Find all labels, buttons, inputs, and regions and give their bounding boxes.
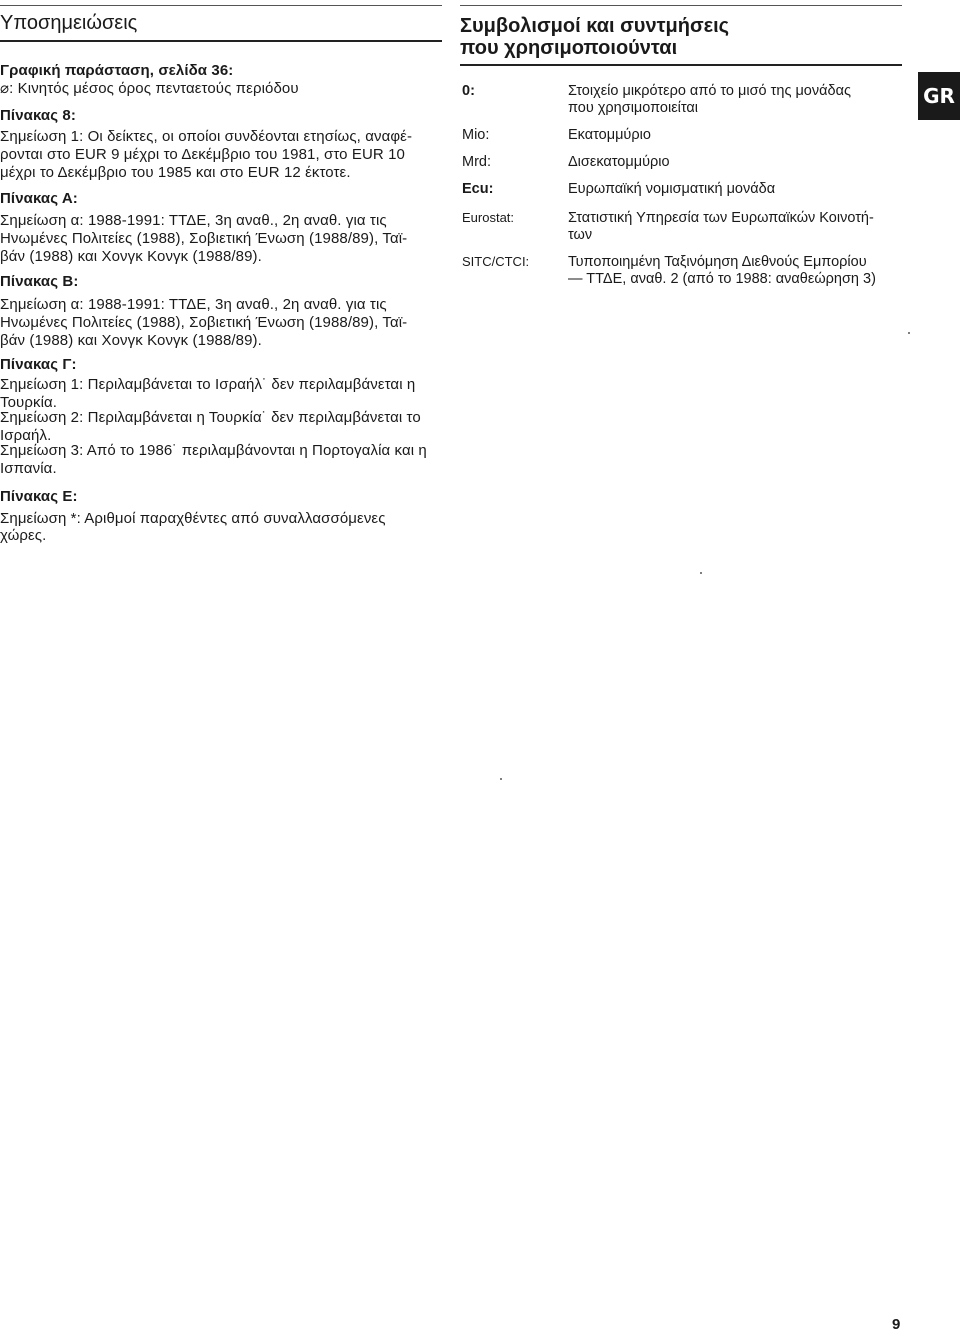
symbols-title-underline — [460, 64, 902, 66]
top-rule-right — [460, 5, 902, 6]
symbol-term: Ecu: — [462, 181, 494, 197]
symbol-definition-cont: — ΤΤΔΕ, αναθ. 2 (από το 1988: αναθεώρηση 3) — [568, 271, 876, 287]
tableE-line: χώρες. — [0, 527, 47, 544]
table8-heading: Πίνακας 8: — [0, 107, 76, 124]
symbol-term: Eurostat: — [462, 210, 515, 225]
tableA-line: Σημείωση α: 1988-1991: ΤΤΔΕ, 3η αναθ., 2η αναθ. για τις — [0, 212, 387, 229]
top-rule-left — [0, 5, 442, 6]
symbol-definition: Στατιστική Υπηρεσία των Ευρωπαϊκών Κοινοτή- — [568, 210, 874, 226]
graph-heading: Γραφική παράσταση, σελίδα 36: — [0, 62, 234, 79]
symbol-definition: Ευρωπαϊκή νομισματική μονάδα — [568, 181, 776, 197]
language-badge: GR — [918, 72, 960, 120]
symbol-definition: Εκατομμύριο — [568, 127, 651, 143]
tableB-line: Ηνωμένες Πολιτείες (1988), Σοβιετική Ένωση (1988/89), Ταϊ- — [0, 314, 408, 331]
symbol-definition: Στοιχείο μικρότερο από το μισό της μονάδας — [568, 83, 851, 99]
table8-line: μέχρι το Δεκέμβριο του 1985 και στο EUR 12 έκτοτε. — [0, 164, 351, 181]
symbol-definition-cont: που χρησιμοποιείται — [568, 100, 699, 116]
tableG-heading: Πίνακας Γ: — [0, 356, 77, 373]
tableG-line: Τουρκία. — [0, 394, 58, 411]
symbol-definition-cont: των — [568, 227, 593, 243]
table8-line: ρονται στο EUR 9 μέχρι το Δεκέμβριο του 1981, στο EUR 10 — [0, 146, 405, 163]
tableE-line: Σημείωση *: Αριθμοί παραχθέντες από συναλλασσόμενες — [0, 510, 386, 527]
tableB-heading: Πίνακας Β: — [0, 273, 79, 290]
symbols-title-line2: που χρησιμοποιούνται — [460, 37, 678, 59]
symbols-title-line1: Συμβολισμοί και συντμήσεις — [460, 15, 730, 37]
tableG-line: Σημείωση 2: Περιλαμβάνεται η Τουρκία˙ δεν περιλαμβάνεται το — [0, 409, 421, 426]
symbol-term: 0: — [462, 83, 475, 99]
symbol-term: Mrd: — [462, 154, 491, 170]
tableB-line: Σημείωση α: 1988-1991: ΤΤΔΕ, 3η αναθ., 2η αναθ. για τις — [0, 296, 387, 313]
tableB-line: βάν (1988) και Χονγκ Κονγκ (1988/89). — [0, 332, 262, 349]
scan-speck — [500, 778, 502, 780]
tableA-line: Ηνωμένες Πολιτείες (1988), Σοβιετική Ένωση (1988/89), Ταϊ- — [0, 230, 408, 247]
page-number: 9 — [892, 1316, 901, 1333]
footnotes-title: Υποσημειώσεις — [0, 12, 138, 34]
graph-note: ⌀: Κινητός μέσος όρος πενταετούς περιόδου — [0, 80, 299, 97]
tableE-heading: Πίνακας Ε: — [0, 488, 78, 505]
tableG-line: Ισπανία. — [0, 460, 57, 477]
tableG-line: Σημείωση 1: Περιλαμβάνεται το Ισραήλ˙ δεν περιλαμβάνεται η — [0, 376, 416, 393]
footnotes-title-underline — [0, 40, 442, 42]
symbol-definition: Δισεκατομμύριο — [568, 154, 670, 170]
tableG-line: Ισραήλ. — [0, 427, 52, 444]
tableG-line: Σημείωση 3: Από το 1986˙ περιλαμβάνονται η Πορτογαλία και η — [0, 442, 427, 459]
symbol-definition: Τυποποιημένη Ταξινόμηση Διεθνούς Εμπορίου — [568, 254, 867, 270]
symbol-term: Mio: — [462, 127, 490, 143]
scan-speck — [700, 572, 702, 574]
table8-line: Σημείωση 1: Οι δείκτες, οι οποίοι συνδέονται ετησίως, αναφέ- — [0, 128, 413, 145]
scan-speck — [908, 332, 910, 334]
tableA-heading: Πίνακας Α: — [0, 190, 78, 207]
tableA-line: βάν (1988) και Χονγκ Κονγκ (1988/89). — [0, 248, 262, 265]
symbol-term: SITC/CTCI: — [462, 254, 530, 269]
